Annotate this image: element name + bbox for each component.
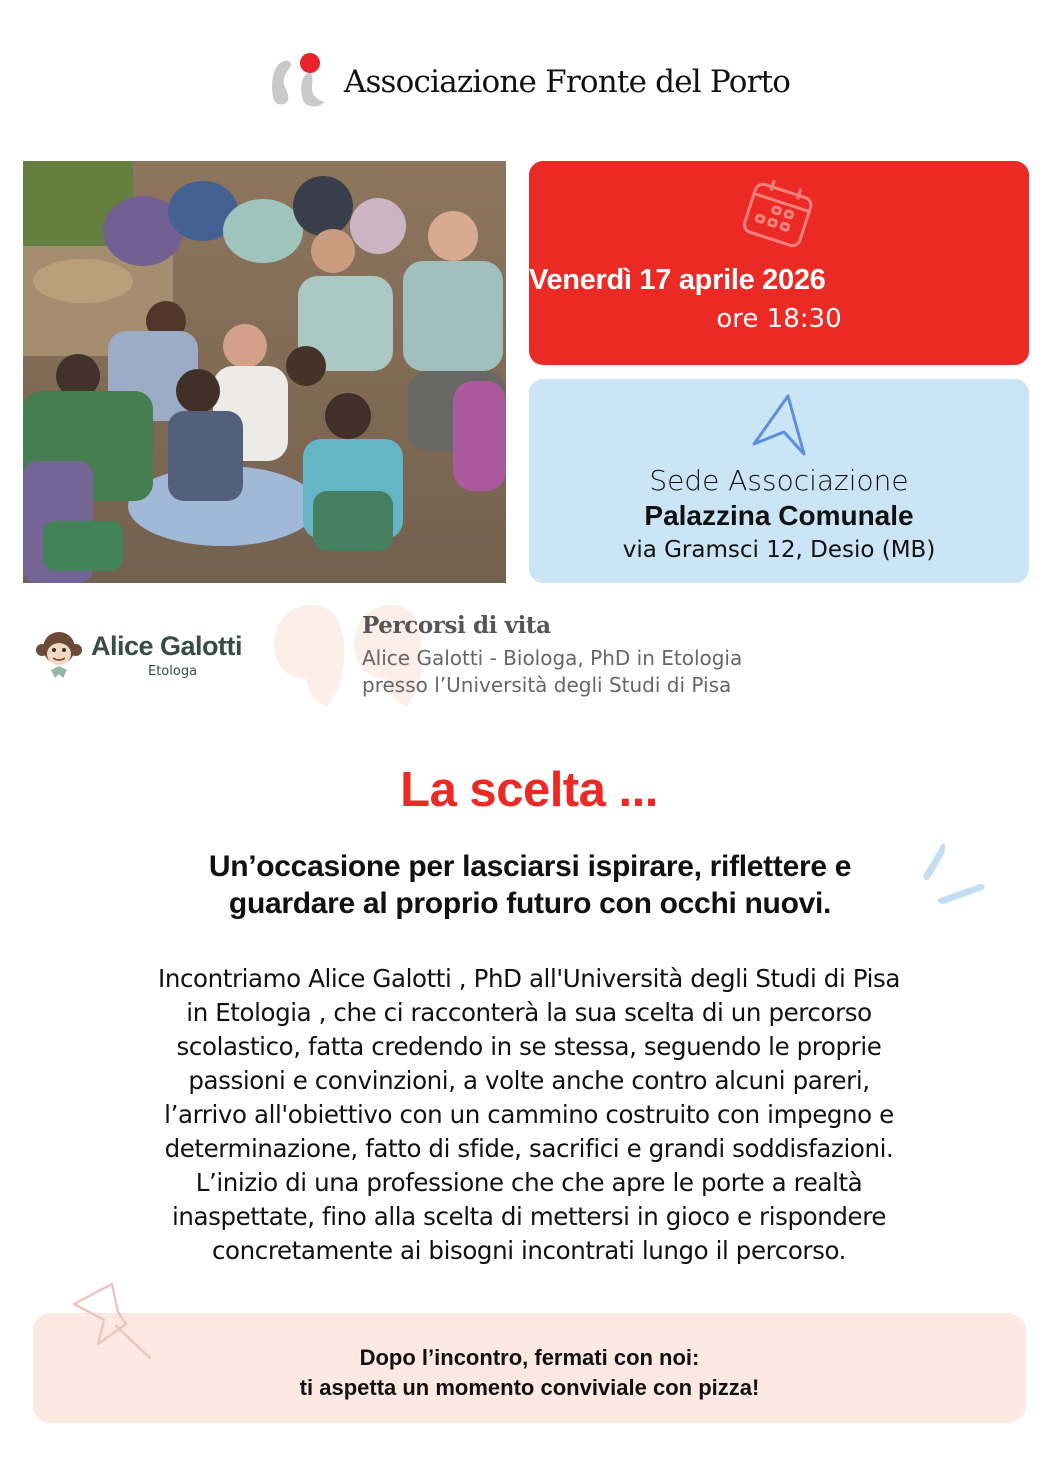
header [0, 44, 1058, 116]
main-title: La scelta ... [400, 763, 658, 817]
speaker-role: Etologa [148, 664, 198, 679]
event-date: Venerdì 17 aprile 2026 [529, 264, 826, 296]
event-time: ore 18:30 [716, 304, 842, 334]
organization-name: Associazione Fronte del Porto [343, 64, 791, 100]
description-line: determinazione, fatto di sfide, sacrifici e grandi soddisfazioni. [164, 1134, 894, 1163]
place-name: Palazzina Comunale [644, 500, 914, 531]
description-line: l’arrivo all'obiettivo con un cammino costruito con impegno e [164, 1100, 894, 1129]
place-address: via Gramsci 12, Desio (MB) [622, 537, 936, 563]
series-subtitle-line-1: Alice Galotti - Biologa, PhD in Etologia [362, 646, 743, 670]
description-line: Incontriamo Alice Galotti , PhD all'Università degli Studi di Pisa [158, 964, 900, 993]
monkey-icon [36, 630, 82, 682]
place-line-1: Sede Associazione [649, 464, 909, 497]
group-photo [23, 161, 506, 583]
banner-line-1: Dopo l’incontro, fermati con noi: [359, 1345, 700, 1370]
speaker-name: Alice Galotti [91, 631, 243, 661]
banner-line-2: ti aspetta un momento conviviale con pizza! [299, 1375, 760, 1400]
series-subtitle-line-2: presso l’Università degli Studi di Pisa [362, 673, 732, 697]
description-line: scolastico, fatta credendo in se stessa, seguendo le proprie [176, 1032, 882, 1061]
association-logo-icon [268, 48, 332, 112]
calendar-icon [739, 178, 817, 250]
speaker-logo [36, 628, 266, 684]
description-line: inaspettate, fino alla scelta di mettersi in gioco e rispondere [171, 1202, 887, 1231]
main-subtitle [100, 848, 960, 922]
description-line: in Etologia , che ci racconterà la sua scelta di un percorso [186, 998, 872, 1027]
banner-text [33, 1343, 1026, 1403]
subtitle-line-1: Un’occasione per lasciarsi ispirare, riflettere e [208, 850, 852, 883]
description-line: passioni e convinzioni, a volte anche contro alcuni pareri, [188, 1066, 870, 1095]
series-title: Percorsi di vita [362, 612, 551, 639]
sparkle-decoration-icon [912, 838, 992, 910]
description-line: concretamente ai bisogni incontrati lungo il percorso. [211, 1236, 847, 1265]
navigation-arrow-icon [748, 392, 812, 458]
subtitle-line-2: guardare al proprio futuro con occhi nuovi. [228, 887, 832, 920]
event-description [70, 962, 988, 1268]
description-line: L’inizio di una professione che che apre le porte a realtà [195, 1168, 863, 1197]
